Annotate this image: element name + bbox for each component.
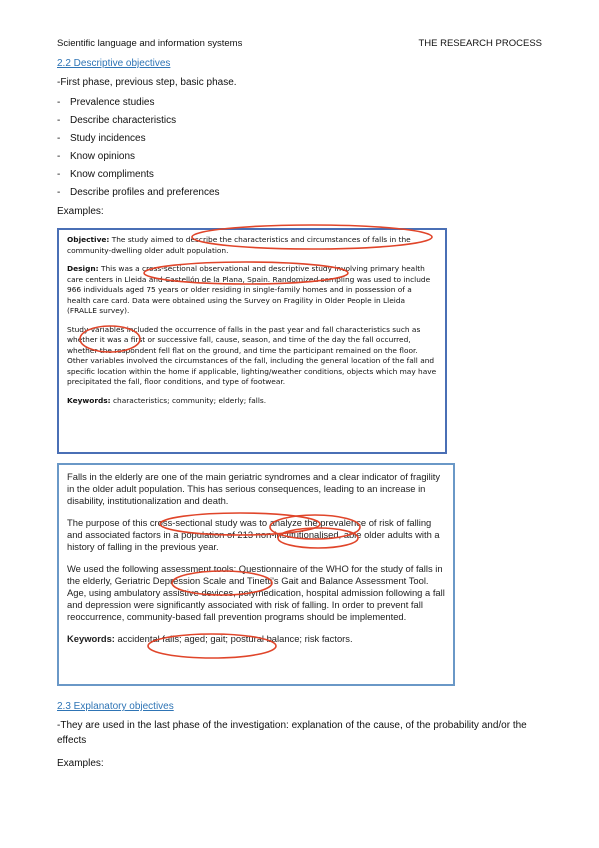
header-left: Scientific language and information systems xyxy=(57,38,243,49)
list-item: - Know opinions xyxy=(57,148,220,166)
abstract-paragraph-2: The purpose of this cross-sectional study was to analyze the prevalence of risk of falling and associated factors in a population of 213 non-institutionalised, able older adults with a history of falling in the previous year. xyxy=(67,517,440,552)
bullet-dash: - xyxy=(57,115,61,126)
list-item: - Know compliments xyxy=(57,166,220,184)
objective-paragraph: Objective: The study aimed to describe the characteristics and circumstances of falls in the community-dwelling older adult population. xyxy=(67,235,411,255)
design-paragraph: Design: This was a cross-sectional observational and descriptive study involving primary health care centers in Lleida and Castellón de la Plana, Spain. Randomized sampling was used to include 966 individuals aged 75 years or older residing in single-family homes and in possession of a health care card. Data were obtained using the Survey on Fragility in Older People in Lleida (FRALLE survey). xyxy=(67,264,431,315)
abstract-box-1 xyxy=(57,228,447,454)
bullet-dash: - xyxy=(57,187,61,198)
bullet-dash: - xyxy=(57,169,61,180)
section-heading-descriptive: 2.2 Descriptive objectives xyxy=(57,58,171,69)
abstract-paragraph-3: We used the following assessment tools: Questionnaire of the WHO for the study of falls in the elderly, Geriatric Depression Scale and Tinetti's Gait and Balance Assessment Tool. Age, using ambulatory assistive devices, polymedication, hospital admission following a fall and depression were significantly associated with risk of falling. In order to prevent fall reoccurrence, community-based fall prevention programs should be implemented. xyxy=(67,563,445,622)
abstract-paragraph-1: Falls in the elderly are one of the main geriatric syndromes and a clear indicator of fragility in the older adult population. This has serious consequences, leading to an increase in disability, institutionalization and death. xyxy=(67,471,441,506)
keywords-paragraph: Keywords: characteristics; community; elderly; falls. xyxy=(67,395,267,405)
list-item: - Describe characteristics xyxy=(57,112,220,130)
bullet-dash: - xyxy=(57,133,61,144)
examples-label: Examples: xyxy=(57,758,104,769)
list-item: - Describe profiles and preferences xyxy=(57,184,220,202)
keywords-paragraph: Keywords: accidental falls; aged; gait; postural balance; risk factors. xyxy=(67,633,353,644)
section-intro-explanatory: -They are used in the last phase of the investigation: explanation of the cause, of the probability and/or the effects xyxy=(57,720,527,746)
examples-label: Examples: xyxy=(57,206,104,217)
section-intro-descriptive: -First phase, previous step, basic phase. xyxy=(57,77,237,88)
bullet-dash: - xyxy=(57,97,61,108)
header-right: THE RESEARCH PROCESS xyxy=(418,38,542,49)
list-item: - Prevalence studies xyxy=(57,94,220,112)
bullet-dash: - xyxy=(57,151,61,162)
section-heading-explanatory: 2.3 Explanatory objectives xyxy=(57,701,174,712)
list-item: - Study incidences xyxy=(57,130,220,148)
objectives-list xyxy=(57,94,220,202)
variables-paragraph: Study variables included the occurrence of falls in the past year and fall characteristics such as whether it was a first or successive fall, cause, season, and time of the day the fall occurred, whether the respondent fell flat on the ground, and time the participant remained on the floor. Other variables involved the circumstances of the fall, including the general location of the fall and specific location within the home if applicable, lighting/weather conditions, objects which may have precipitated the fall, floor conditions, and type of footwear. xyxy=(67,324,437,386)
abstract-box-2 xyxy=(57,463,455,686)
